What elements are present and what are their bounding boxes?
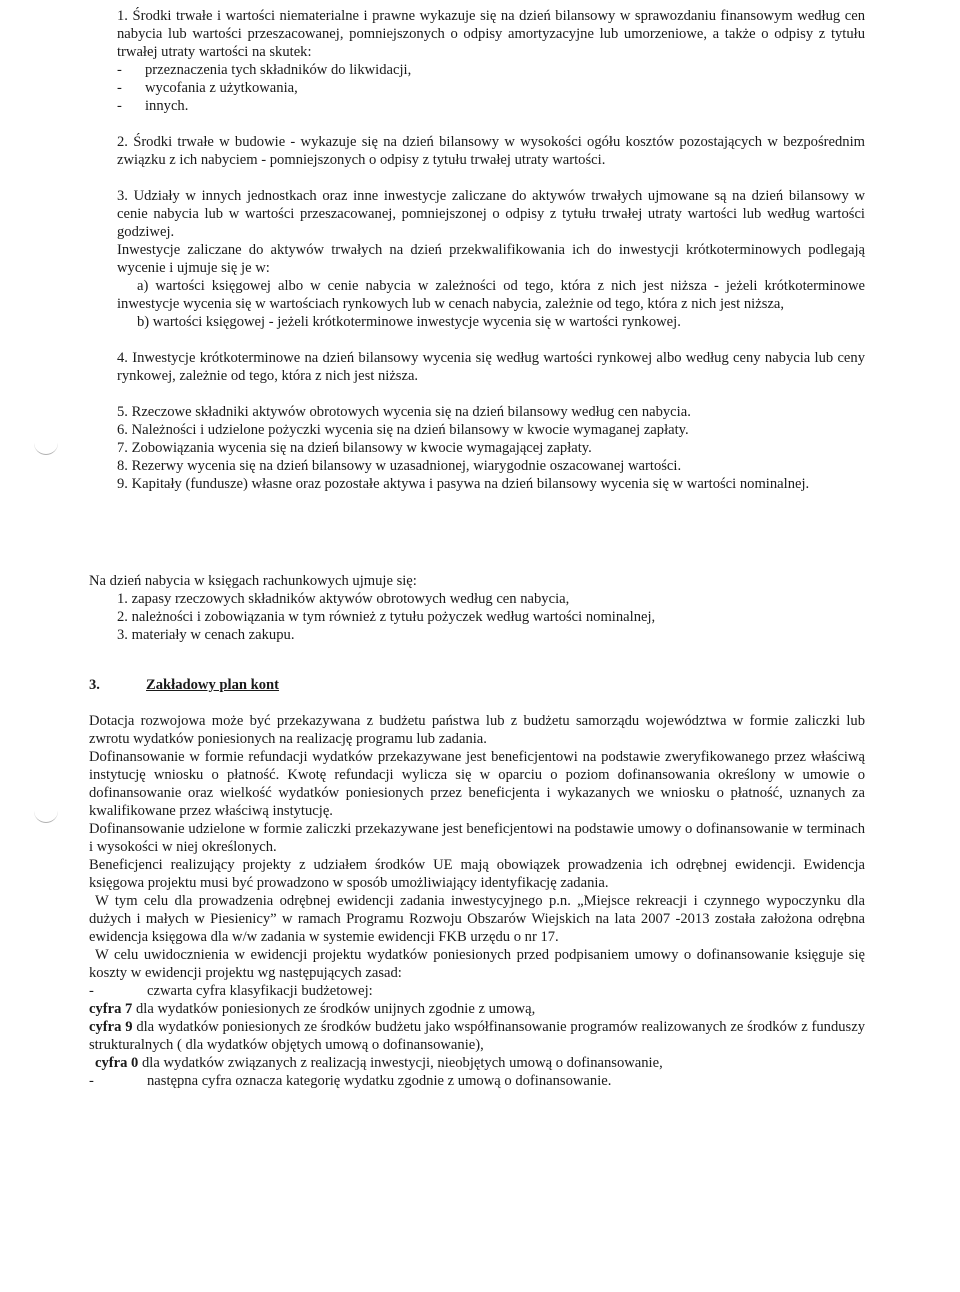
- list-item: - czwarta cyfra klasyfikacji budżetowej:: [89, 982, 865, 1000]
- rule-1-bullets: [117, 61, 865, 115]
- acquisition-list: [89, 590, 865, 644]
- paragraph: Beneficjenci realizujący projekty z udziałem środków UE mają obowiązek prowadzenia ich odrębnej ewidencji. Ewidencja księgowa projektu musi być prowadzono w sposób umożliwiający identyfikację zadania.: [89, 857, 865, 891]
- section-number: 3.: [89, 677, 100, 693]
- cyfra-0-label: cyfra 0: [95, 1055, 139, 1071]
- paragraph: W celu uwidocznienia w ewidencji projektu wydatków poniesionych przed podpisaniem umowy o dofinansowanie księguje się koszty w ewidencji projektu wg następujących zasad:: [89, 947, 865, 981]
- list-item: 5. Rzeczowe składniki aktywów obrotowych wycenia się na dzień bilansowy według cen nabycia.: [117, 404, 691, 420]
- rule-4-text: 4. Inwestycje krótkoterminowe na dzień bilansowy wycenia się według wartości rynkowej albo według ceny nabycia lub ceny rynkowej, zależnie od tego, która z nich jest niższa.: [117, 350, 865, 384]
- list-item: - wycofania z użytkowania,: [117, 79, 865, 97]
- paragraph: Dotacja rozwojowa może być przekazywana z budżetu państwa lub z budżetu samorządu województwa w formie zaliczki lub zwrotu wydatków poniesionych na realizację programu lub zadania.: [89, 713, 865, 747]
- rule-1-text: 1. Środki trwałe i wartości niematerialne i prawne wykazuje się na dzień bilansowy w sprawozdaniu finansowym według cen nabycia lub wartości przeszacowanej, pomniejszonych o odpisy amortyzacyjne lub umorzeniowe, a także o odpisy z tytułu trwałej utraty wartości na skutek:: [117, 8, 865, 60]
- list-item: - następna cyfra oznacza kategorię wydatku zgodnie z umową o dofinansowanie.: [89, 1072, 865, 1090]
- rule-3-text: 3. Udziały w innych jednostkach oraz inne inwestycje zaliczane do aktywów trwałych ujmowane są na dzień bilansowy w cenie nabycia lub w wartości przeszacowanej, pomniejszonej o odpisy z tytułu trwałej utraty wartości lub według wartości godziwej.: [117, 188, 865, 240]
- list-item: 9. Kapitały (fundusze) własne oraz pozostałe aktywa i pasywa na dzień bilansowy wycenia się w wartości nominalnej.: [117, 476, 810, 492]
- list-item: 6. Należności i udzielone pożyczki wycenia się na dzień bilansowy w kwocie wymaganej zapłaty.: [117, 422, 689, 438]
- list-item: 2. należności i zobowiązania w tym również z tytułu pożyczek według wartości nominalnej,: [117, 609, 656, 625]
- cyfra-0-text: dla wydatków związanych z realizacją inwestycji, nieobjętych umową o dofinansowanie,: [138, 1055, 663, 1071]
- punch-hole-mark: [34, 808, 58, 823]
- section-heading: [89, 676, 865, 694]
- section-title: Zakładowy plan kont: [146, 677, 280, 693]
- valuation-rules-section: [117, 7, 865, 493]
- acquisition-section: [89, 572, 865, 644]
- cyfra-7-text: dla wydatków poniesionych ze środków unijnych zgodnie z umową,: [132, 1001, 536, 1017]
- list-item: - innych.: [117, 97, 865, 115]
- paragraph: Dofinansowanie w formie refundacji wydatków przekazywane jest beneficjentowi na podstawie zweryfikowanego przez właściwą instytucję wniosku o płatność. Kwotę refundacji wylicza się w oparciu o poziom dofinansowania określony w umowie o dofinansowanie oraz wielkość wydatków poniesionych przez beneficjenta i wykazanych we wniosku o płatność, uznanych za kwalifikowane przez właściwą instytucję.: [89, 749, 865, 819]
- paragraph: W tym celu dla prowadzenia odrębnej ewidencji zadania inwestycyjnego p.n. „Miejsce rekreacji i czynnego wypoczynku dla dużych i małych w Piesienicy” w ramach Programu Rozwoju Obszarów Wiejskich na lata 2007 -2013 została założona odrębna ewidencja księgowa dla w/w zadania w systemie ewidencji FKB urzędu o nr 17.: [89, 893, 865, 945]
- cyfra-9-label: cyfra 9: [89, 1019, 133, 1035]
- list-item: 7. Zobowiązania wycenia się na dzień bilansowy w kwocie wymagającej zapłaty.: [117, 440, 592, 456]
- rule-3-text-2: Inwestycje zaliczane do aktywów trwałych na dzień przekwalifikowania ich do inwestycji krótkoterminowych podlegają wycenie i ujmuje się je w:: [117, 242, 865, 276]
- chart-of-accounts-section: [89, 712, 865, 1090]
- list-item: 1. zapasy rzeczowych składników aktywów obrotowych według cen nabycia,: [117, 591, 570, 607]
- rules-5-to-9: [117, 403, 865, 493]
- cyfra-0-rule: [89, 1054, 865, 1072]
- list-item: 8. Rezerwy wycenia się na dzień bilansowy w uzasadnionej, wiarygodnie oszacowanej wartości.: [117, 458, 682, 474]
- rule-3-option-a: a) wartości księgowej albo w cenie nabycia w zależności od tego, która z nich jest niższa - jeżeli krótkoterminowe inwestycje wycenia się w wartościach rynkowych lub w cenach nabycia, zależnie od tego, która z nich jest niższa,: [117, 278, 865, 312]
- punch-hole-mark: [34, 440, 58, 455]
- list-item: - przeznaczenia tych składników do likwidacji,: [117, 61, 865, 79]
- paragraph: Dofinansowanie udzielone w formie zaliczki przekazywane jest beneficjentowi na podstawie umowy o dofinansowanie w terminach i wysokości w niej określonych.: [89, 821, 865, 855]
- list-item: 3. materiały w cenach zakupu.: [117, 627, 295, 643]
- cyfra-7-rule: [89, 1000, 865, 1018]
- cyfra-9-rule: [89, 1018, 865, 1054]
- rule-2-text: 2. Środki trwałe w budowie - wykazuje się na dzień bilansowy w wysokości ogółu kosztów pozostających w bezpośrednim związku z ich nabyciem - pomniejszonych o odpisy z tytułu trwałej utraty wartości.: [117, 134, 865, 168]
- acquisition-intro: Na dzień nabycia w księgach rachunkowych ujmuje się:: [89, 573, 417, 589]
- rule-3-option-b: b) wartości księgowej - jeżeli krótkoterminowe inwestycje wycenia się w wartości rynkowej.: [137, 314, 681, 330]
- cyfra-9-text: dla wydatków poniesionych ze środków budżetu jako współfinansowanie programów realizowanych ze środków z funduszy strukturalnych ( dla wydatków objętych umową o dofinansowanie),: [89, 1019, 865, 1053]
- cyfra-7-label: cyfra 7: [89, 1001, 133, 1017]
